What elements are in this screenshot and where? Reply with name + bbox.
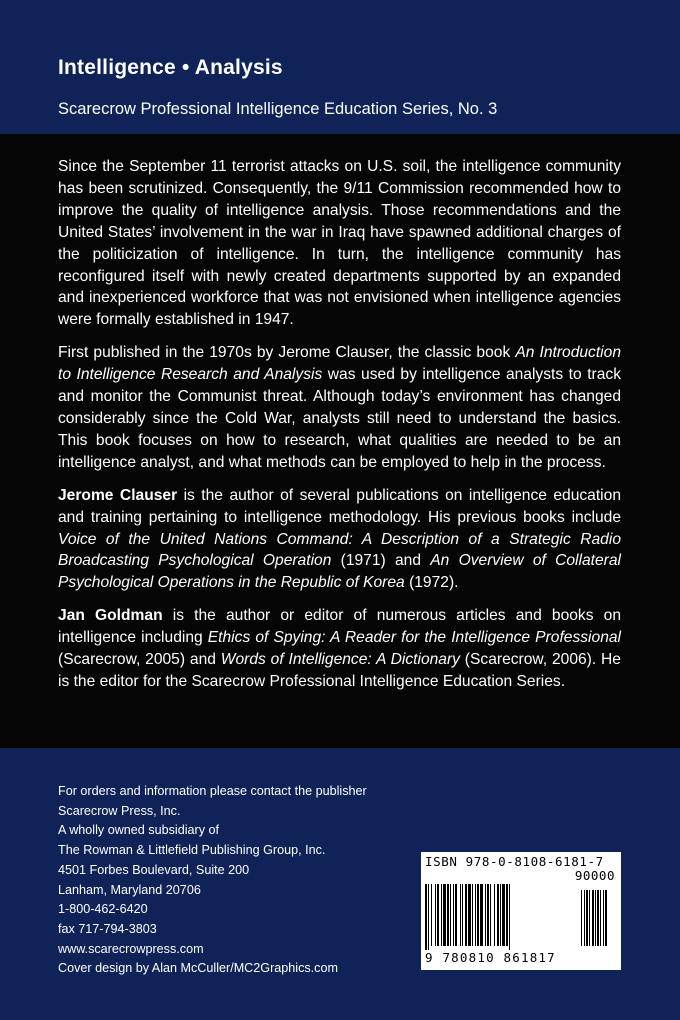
description-text	[58, 156, 621, 704]
clauser-text-c: (1972).	[404, 574, 459, 592]
barcode-addon-bar	[586, 890, 588, 946]
contact-line: 4501 Forbes Boulevard, Suite 200	[58, 862, 250, 877]
barcode-bar	[431, 884, 432, 946]
contact-line: For orders and information please contact the publisher	[58, 784, 367, 798]
barcode-bar	[500, 884, 501, 946]
barcode-addon-bar	[584, 890, 585, 946]
contact-line: The Rowman & Littlefield Publishing Group, Inc.	[58, 843, 326, 858]
barcode-bar	[441, 884, 442, 946]
contact-line: 1-800-462-6420	[58, 902, 148, 917]
clauser-book-2: An Overview of Collateral Psychological Operations in the Republic of Korea	[58, 552, 621, 592]
isbn-label: ISBN 978-0-8108-6181-7	[425, 854, 604, 869]
publisher-contact	[58, 782, 367, 979]
clauser-book-1: Voice of the United Nations Command: A Description of a Strategic Radio Broadcasting Psychological Operation	[58, 530, 621, 570]
barcode-bar	[506, 884, 508, 946]
barcode-addon-number: 90000	[574, 868, 615, 883]
barcode-bar	[453, 884, 454, 946]
barcode-bar	[435, 884, 436, 946]
barcode-addon-bar	[581, 890, 582, 946]
clauser-text-a: is the author of several publications on intelligence education and training pertaining to intelligence methodology. His previous books include	[58, 486, 621, 526]
contact-line: fax 717-794-3803	[58, 921, 157, 936]
barcode-bar	[494, 884, 495, 946]
contact-line: Lanham, Maryland 20706	[58, 882, 201, 897]
barcode-addon-bar	[600, 890, 601, 946]
barcode-bar	[477, 884, 479, 946]
goldman-book-1: Ethics of Spying: A Reader for the Intelligence Professional	[207, 629, 621, 647]
barcode-bar	[437, 884, 439, 946]
barcode-bar	[425, 884, 427, 950]
barcode-bars	[425, 884, 617, 950]
contact-line: Scarecrow Press, Inc.	[58, 803, 181, 818]
barcode-addon-bar	[595, 890, 596, 946]
p2-text-a: First published in the 1970s by Jerome Clauser, the classic book	[58, 344, 516, 362]
author-bio-clauser	[58, 485, 621, 595]
barcode-bar	[487, 884, 489, 946]
barcode-bar	[472, 884, 473, 946]
barcode-bar	[428, 884, 429, 950]
goldman-text-c: (Scarecrow, 2006). He is the editor for the Scarecrow Professional Intelligence Education Series.	[58, 651, 621, 690]
barcode-bar	[485, 884, 486, 946]
isbn-barcode	[421, 852, 621, 970]
barcode-bar	[502, 884, 505, 946]
series-title: Scarecrow Professional Intelligence Education Series, No. 3	[58, 100, 498, 118]
barcode-bar	[468, 884, 471, 946]
goldman-text-a: is the author or editor of numerous articles and books on intelligence including	[58, 607, 622, 647]
barcode-addon-bar	[592, 890, 594, 946]
barcode-addon-bar	[605, 890, 607, 946]
barcode-addon-bar	[603, 890, 604, 946]
clauser-text-b: (1971) and	[331, 552, 431, 570]
barcode-bar	[509, 884, 510, 950]
barcode-bar	[447, 884, 449, 946]
barcode-bar	[497, 884, 499, 946]
barcode-addon-bar	[597, 890, 599, 946]
author-name-goldman: Jan Goldman	[58, 607, 163, 625]
author-name-clauser: Jerome Clauser	[58, 486, 178, 504]
author-bio-goldman	[58, 605, 621, 693]
barcode-bar	[455, 884, 457, 946]
barcode-bar	[462, 884, 463, 946]
barcode-bar	[465, 884, 467, 946]
goldman-book-2: Words of Intelligence: A Dictionary	[220, 651, 460, 669]
cover-title: Intelligence • Analysis	[58, 56, 283, 79]
barcode-bar	[490, 884, 491, 946]
contact-line: Cover design by Alan McCuller/MC2Graphics.com	[58, 961, 338, 976]
description-paragraph-2	[58, 342, 621, 473]
barcode-digits: 9 780810 861817	[425, 950, 556, 965]
barcode-bar	[480, 884, 483, 946]
barcode-bar	[450, 884, 451, 946]
p2-text-b: was used by intelligence analysts to track and monitor the Communist threat. Although today’s environment has changed considerably since the Cold War, analysts still need to understand the basics. This book focuses on how to research, what qualities are needed to be an intelligence analyst, and what methods can be employed to help in the process.	[58, 366, 622, 471]
header-band	[0, 0, 680, 134]
goldman-text-b: (Scarecrow, 2005) and	[58, 651, 221, 669]
barcode-bar	[460, 884, 461, 946]
contact-line: A wholly owned subsidiary of	[58, 823, 220, 838]
barcode-addon-bar	[589, 890, 590, 946]
barcode-bar	[475, 884, 476, 946]
p2-book-title: An Introduction to Intelligence Research and Analysis	[58, 344, 621, 384]
description-paragraph-1: Since the September 11 terrorist attacks on U.S. soil, the intelligence community has been scrutinized. Consequently, the 9/11 Commission recommended how to improve the quality of intelligence analysis. Those recommendations and the United States’ involvement in the war in Iraq have spawned additional charges of the politicization of intelligence. In turn, the intelligence community has reconfigured itself with newly created departments supported by an expanded and inexperienced workforce that was not envisioned when intelligence agencies were formally established in 1947.	[58, 158, 621, 329]
barcode-bar	[443, 884, 446, 946]
contact-line: www.scarecrowpress.com	[58, 941, 204, 956]
